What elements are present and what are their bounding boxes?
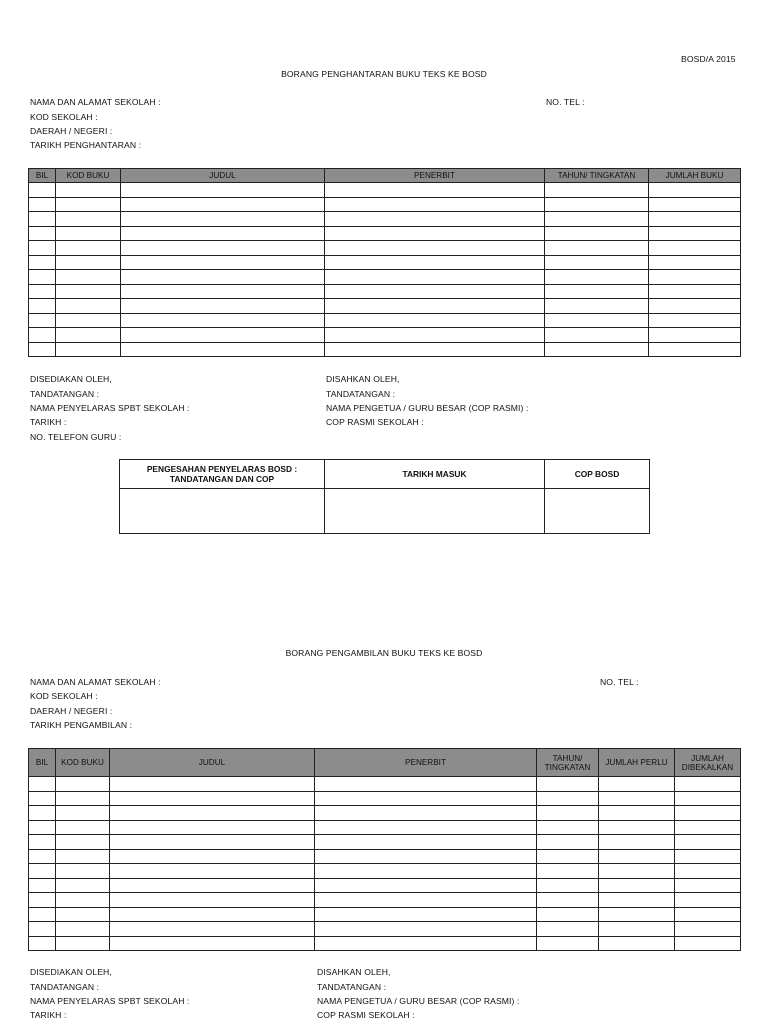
form2-table-cell[interactable] <box>110 922 315 937</box>
form1-table-row <box>29 197 741 212</box>
form1-table-row <box>29 313 741 328</box>
form1-approved-by: DISAHKAN OLEH, <box>326 374 400 384</box>
form2-table-cell[interactable] <box>599 864 675 879</box>
form2-table-cell[interactable] <box>537 907 599 922</box>
form2-table-row <box>29 820 741 835</box>
verify-cell-stamp[interactable] <box>545 489 650 534</box>
form2-table-cell[interactable] <box>29 893 56 908</box>
form1-table-cell[interactable] <box>649 255 741 270</box>
form1-table-cell[interactable] <box>121 299 325 314</box>
form1-table-row <box>29 226 741 241</box>
form1-table-cell[interactable] <box>325 255 545 270</box>
bosd-verification-table <box>119 459 650 534</box>
form2-table-cell[interactable] <box>537 777 599 792</box>
form2-prepared-by: DISEDIAKAN OLEH, <box>30 967 112 977</box>
form1-table-cell[interactable] <box>29 183 56 198</box>
form1-table-cell[interactable] <box>325 270 545 285</box>
form2-table-cell[interactable] <box>675 893 741 908</box>
form2-district-field: DAERAH / NEGERI : <box>30 706 113 716</box>
form1-col-jumlah: JUMLAH BUKU <box>649 169 741 183</box>
form2-table-cell[interactable] <box>29 777 56 792</box>
form2-table-cell[interactable] <box>29 864 56 879</box>
form2-table-cell[interactable] <box>599 777 675 792</box>
form1-table-cell[interactable] <box>325 212 545 227</box>
form1-table-cell[interactable] <box>29 197 56 212</box>
form1-table-row <box>29 299 741 314</box>
verify-header-date: TARIKH MASUK <box>325 460 545 489</box>
form2-table-cell[interactable] <box>675 864 741 879</box>
form1-date-field: TARIKH PENGHANTARAN : <box>30 140 142 150</box>
form2-table-cell[interactable] <box>29 849 56 864</box>
form1-table-cell[interactable] <box>56 226 121 241</box>
form2-code-field: KOD SEKOLAH : <box>30 691 98 701</box>
form2-table-cell[interactable] <box>110 777 315 792</box>
form1-table-cell[interactable] <box>56 255 121 270</box>
form2-table-cell[interactable] <box>29 835 56 850</box>
form2-table-row <box>29 936 741 951</box>
form1-table-cell[interactable] <box>545 255 649 270</box>
verify-cell-date[interactable] <box>325 489 545 534</box>
form1-code-field: KOD SEKOLAH : <box>30 112 98 122</box>
form2-table-cell[interactable] <box>110 907 315 922</box>
form2-table-cell[interactable] <box>56 849 110 864</box>
form2-table-cell[interactable] <box>29 820 56 835</box>
form1-table-cell[interactable] <box>649 270 741 285</box>
form2-table-cell[interactable] <box>110 936 315 951</box>
form2-table-cell[interactable] <box>315 907 537 922</box>
form2-table-row <box>29 849 741 864</box>
form1-table-cell[interactable] <box>121 270 325 285</box>
form2-table-cell[interactable] <box>29 806 56 821</box>
document-code: BOSD/A 2015 <box>681 54 736 64</box>
form2-table-cell[interactable] <box>675 777 741 792</box>
form1-table-cell[interactable] <box>545 284 649 299</box>
form2-table-cell[interactable] <box>315 777 537 792</box>
form1-table-cell[interactable] <box>56 299 121 314</box>
form2-table-cell[interactable] <box>110 893 315 908</box>
form1-table-cell[interactable] <box>649 342 741 357</box>
form2-table-cell[interactable] <box>537 878 599 893</box>
form2-date-field: TARIKH PENGAMBILAN : <box>30 720 133 730</box>
form2-table-cell[interactable] <box>599 835 675 850</box>
form1-table-cell[interactable] <box>545 226 649 241</box>
form2-col-kod-buku: KOD BUKU <box>56 749 110 777</box>
form1-table-cell[interactable] <box>545 241 649 256</box>
form1-table-cell[interactable] <box>29 313 56 328</box>
form2-table-row <box>29 878 741 893</box>
form1-tel-field: NO. TEL : <box>546 97 585 107</box>
form2-table-cell[interactable] <box>315 849 537 864</box>
form1-table-cell[interactable] <box>29 226 56 241</box>
form1-table-cell[interactable] <box>121 197 325 212</box>
form2-table-cell[interactable] <box>537 806 599 821</box>
form2-prepared-name: NAMA PENYELARAS SPBT SEKOLAH : <box>30 996 190 1006</box>
verify-header-stamp: COP BOSD <box>545 460 650 489</box>
form2-school-field: NAMA DAN ALAMAT SEKOLAH : <box>30 677 161 687</box>
form1-table-row <box>29 241 741 256</box>
form2-table-cell[interactable] <box>675 936 741 951</box>
form1-table-cell[interactable] <box>56 212 121 227</box>
form2-col-penerbit: PENERBIT <box>315 749 537 777</box>
form1-table-cell[interactable] <box>56 342 121 357</box>
form2-table-cell[interactable] <box>29 791 56 806</box>
form2-table-cell[interactable] <box>56 922 110 937</box>
form2-table-cell[interactable] <box>56 791 110 806</box>
form2-table-cell[interactable] <box>110 806 315 821</box>
form2-table-cell[interactable] <box>599 907 675 922</box>
form1-table-cell[interactable] <box>121 284 325 299</box>
form1-table-cell[interactable] <box>56 284 121 299</box>
form1-table-cell[interactable] <box>29 212 56 227</box>
form2-table-cell[interactable] <box>315 893 537 908</box>
form1-table-cell[interactable] <box>649 299 741 314</box>
form1-table-cell[interactable] <box>325 226 545 241</box>
form1-table-cell[interactable] <box>29 270 56 285</box>
form1-prepared-date: TARIKH : <box>30 417 67 427</box>
form1-col-judul: JUDUL <box>121 169 325 183</box>
form2-title: BORANG PENGAMBILAN BUKU TEKS KE BOSD <box>285 648 483 658</box>
form1-col-tahun: TAHUN/ TINGKATAN <box>545 169 649 183</box>
form1-prepared-name: NAMA PENYELARAS SPBT SEKOLAH : <box>30 403 190 413</box>
form2-table-cell[interactable] <box>537 849 599 864</box>
form2-book-table <box>28 748 741 951</box>
form1-approved-name: NAMA PENGETUA / GURU BESAR (COP RASMI) : <box>326 403 529 413</box>
form2-table-cell[interactable] <box>675 907 741 922</box>
form2-table-cell[interactable] <box>315 835 537 850</box>
form1-table-cell[interactable] <box>56 197 121 212</box>
form1-table-cell[interactable] <box>121 226 325 241</box>
form1-table-cell[interactable] <box>325 183 545 198</box>
form1-prepared-phone: NO. TELEFON GURU : <box>30 432 122 442</box>
form1-table-cell[interactable] <box>56 183 121 198</box>
form2-table-cell[interactable] <box>315 864 537 879</box>
form1-table-cell[interactable] <box>56 313 121 328</box>
form2-table-cell[interactable] <box>675 806 741 821</box>
form1-table-cell[interactable] <box>545 212 649 227</box>
form2-table-cell[interactable] <box>56 936 110 951</box>
form2-table-cell[interactable] <box>110 864 315 879</box>
form1-table-cell[interactable] <box>325 197 545 212</box>
form2-table-cell[interactable] <box>315 878 537 893</box>
form1-table-cell[interactable] <box>29 241 56 256</box>
form2-table-cell[interactable] <box>29 936 56 951</box>
form1-table-cell[interactable] <box>325 313 545 328</box>
form1-col-bil: BIL <box>29 169 56 183</box>
form1-table-cell[interactable] <box>545 197 649 212</box>
form1-table-cell[interactable] <box>29 299 56 314</box>
form1-table-cell[interactable] <box>649 313 741 328</box>
form2-table-cell[interactable] <box>537 864 599 879</box>
form2-table-cell[interactable] <box>315 936 537 951</box>
form2-table-cell[interactable] <box>29 907 56 922</box>
form1-table-row <box>29 255 741 270</box>
form2-col-jumlah-dibekalkan: JUMLAH DIBEKALKAN <box>675 749 741 777</box>
form2-prepared-date: TARIKH : <box>30 1010 67 1020</box>
form2-table-cell[interactable] <box>599 936 675 951</box>
form2-table-cell[interactable] <box>56 893 110 908</box>
form1-table-row <box>29 212 741 227</box>
form2-table-cell[interactable] <box>599 922 675 937</box>
form1-table-cell[interactable] <box>325 284 545 299</box>
form2-table-row <box>29 777 741 792</box>
form1-school-field: NAMA DAN ALAMAT SEKOLAH : <box>30 97 161 107</box>
form2-col-tahun: TAHUN/ TINGKATAN <box>537 749 599 777</box>
form2-tel-field: NO. TEL : <box>600 677 639 687</box>
form2-table-cell[interactable] <box>599 849 675 864</box>
form1-prepared-sign: TANDATANGAN : <box>30 389 100 399</box>
form2-table-cell[interactable] <box>110 791 315 806</box>
form1-table-cell[interactable] <box>649 212 741 227</box>
form1-table-cell[interactable] <box>56 270 121 285</box>
form1-district-field: DAERAH / NEGERI : <box>30 126 113 136</box>
form1-table-cell[interactable] <box>121 342 325 357</box>
form2-approved-stamp: COP RASMI SEKOLAH : <box>317 1010 415 1020</box>
form2-table-cell[interactable] <box>56 864 110 879</box>
form2-table-cell[interactable] <box>675 878 741 893</box>
form2-col-jumlah-perlu: JUMLAH PERLU <box>599 749 675 777</box>
form1-table-cell[interactable] <box>29 328 56 343</box>
form1-table-cell[interactable] <box>545 270 649 285</box>
verify-cell-coordinator[interactable] <box>120 489 325 534</box>
form1-table-cell[interactable] <box>121 255 325 270</box>
form1-table-cell[interactable] <box>29 255 56 270</box>
form2-col-bil: BIL <box>29 749 56 777</box>
form1-table-cell[interactable] <box>325 299 545 314</box>
form2-approved-by: DISAHKAN OLEH, <box>317 967 391 977</box>
form1-table-cell[interactable] <box>649 284 741 299</box>
form1-table-row <box>29 270 741 285</box>
form2-table-cell[interactable] <box>110 820 315 835</box>
form1-table-row <box>29 342 741 357</box>
form2-table-row <box>29 806 741 821</box>
form2-table-cell[interactable] <box>537 835 599 850</box>
form2-table-row <box>29 791 741 806</box>
verify-header-coordinator: PENGESAHAN PENYELARAS BOSD : TANDATANGAN DAN COP <box>120 460 325 489</box>
form1-table-cell[interactable] <box>649 241 741 256</box>
form2-table-cell[interactable] <box>599 791 675 806</box>
form1-table-row <box>29 284 741 299</box>
form2-table-cell[interactable] <box>599 893 675 908</box>
form2-table-cell[interactable] <box>599 806 675 821</box>
form2-table-cell[interactable] <box>56 820 110 835</box>
form2-table-cell[interactable] <box>110 878 315 893</box>
form2-approved-sign: TANDATANGAN : <box>317 982 387 992</box>
form2-table-cell[interactable] <box>599 878 675 893</box>
form1-table-cell[interactable] <box>29 284 56 299</box>
form1-table-cell[interactable] <box>325 328 545 343</box>
form1-table-cell[interactable] <box>121 328 325 343</box>
form1-table-cell[interactable] <box>325 241 545 256</box>
form2-col-judul: JUDUL <box>110 749 315 777</box>
form1-table-cell[interactable] <box>649 226 741 241</box>
form2-table-cell[interactable] <box>56 806 110 821</box>
form2-table-cell[interactable] <box>315 922 537 937</box>
form2-table-cell[interactable] <box>675 820 741 835</box>
form2-table-row <box>29 893 741 908</box>
form2-table-cell[interactable] <box>56 835 110 850</box>
form2-table-cell[interactable] <box>315 806 537 821</box>
form1-table-row <box>29 328 741 343</box>
form2-table-row <box>29 922 741 937</box>
form1-approved-sign: TANDATANGAN : <box>326 389 396 399</box>
form2-table-row <box>29 835 741 850</box>
form2-table-cell[interactable] <box>675 791 741 806</box>
form2-table-cell[interactable] <box>29 922 56 937</box>
form2-table-cell[interactable] <box>56 777 110 792</box>
form2-table-cell[interactable] <box>537 893 599 908</box>
form1-table-cell[interactable] <box>56 328 121 343</box>
form1-table-cell[interactable] <box>545 328 649 343</box>
form1-table-cell[interactable] <box>545 313 649 328</box>
form2-table-cell[interactable] <box>315 791 537 806</box>
form1-book-table <box>28 168 741 357</box>
form2-approved-name: NAMA PENGETUA / GURU BESAR (COP RASMI) : <box>317 996 520 1006</box>
form2-table-cell[interactable] <box>675 849 741 864</box>
form1-col-penerbit: PENERBIT <box>325 169 545 183</box>
form2-table-cell[interactable] <box>675 835 741 850</box>
form2-table-cell[interactable] <box>315 820 537 835</box>
form2-table-cell[interactable] <box>599 820 675 835</box>
form1-approved-stamp: COP RASMI SEKOLAH : <box>326 417 424 427</box>
form2-table-cell[interactable] <box>537 791 599 806</box>
form1-table-cell[interactable] <box>649 328 741 343</box>
form1-table-cell[interactable] <box>56 241 121 256</box>
form1-table-cell[interactable] <box>121 183 325 198</box>
form2-table-cell[interactable] <box>110 835 315 850</box>
form1-table-cell[interactable] <box>121 212 325 227</box>
form2-table-row <box>29 907 741 922</box>
form1-table-cell[interactable] <box>649 183 741 198</box>
form1-table-cell[interactable] <box>649 197 741 212</box>
form2-table-cell[interactable] <box>56 878 110 893</box>
form1-table-cell[interactable] <box>325 342 545 357</box>
form2-table-row <box>29 864 741 879</box>
form1-table-row <box>29 183 741 198</box>
form2-table-cell[interactable] <box>675 922 741 937</box>
form1-col-kod-buku: KOD BUKU <box>56 169 121 183</box>
form1-table-cell[interactable] <box>121 241 325 256</box>
form1-title: BORANG PENGHANTARAN BUKU TEKS KE BOSD <box>281 69 487 79</box>
form1-table-cell[interactable] <box>545 299 649 314</box>
form1-table-cell[interactable] <box>545 342 649 357</box>
form1-table-cell[interactable] <box>29 342 56 357</box>
form2-table-cell[interactable] <box>537 820 599 835</box>
form2-prepared-sign: TANDATANGAN : <box>30 982 100 992</box>
form2-table-cell[interactable] <box>110 849 315 864</box>
form2-table-cell[interactable] <box>537 936 599 951</box>
form2-table-cell[interactable] <box>29 878 56 893</box>
form1-table-cell[interactable] <box>545 183 649 198</box>
form1-prepared-by: DISEDIAKAN OLEH, <box>30 374 112 384</box>
form2-table-cell[interactable] <box>537 922 599 937</box>
form1-table-cell[interactable] <box>121 313 325 328</box>
form2-table-cell[interactable] <box>56 907 110 922</box>
